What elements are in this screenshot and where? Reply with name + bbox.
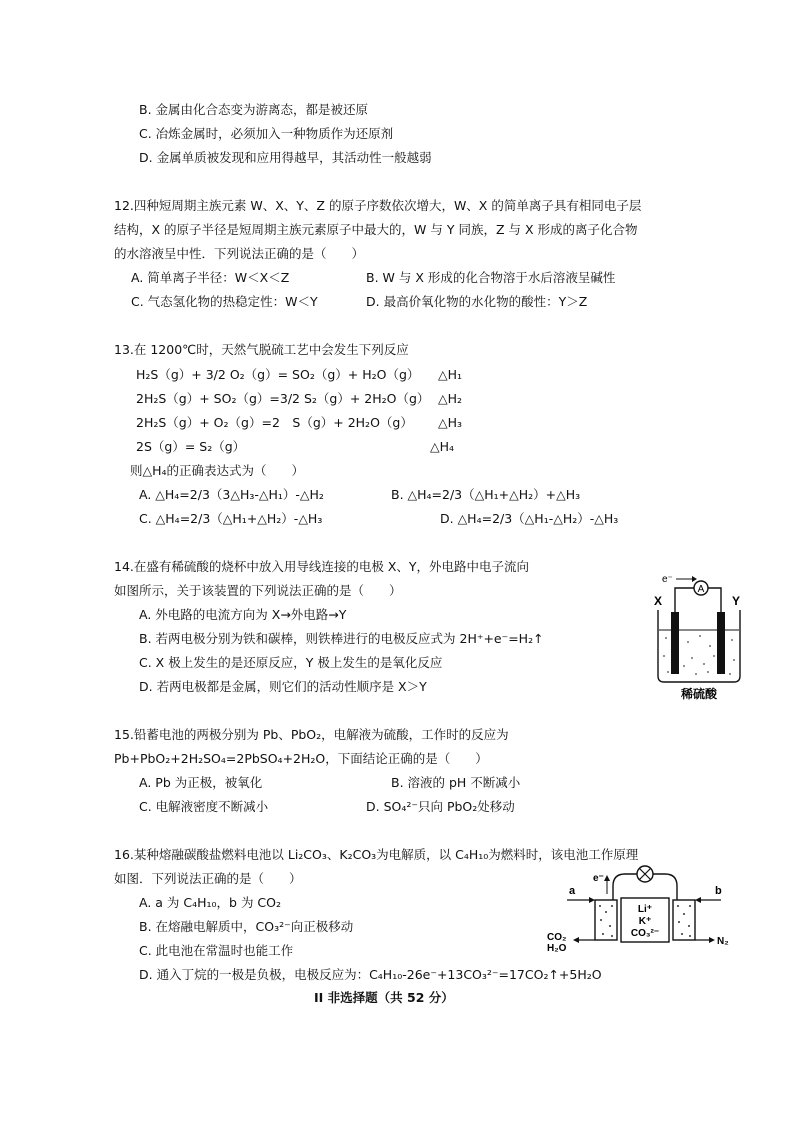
q13-ask: 则△H₄的正确表达式为（ ） xyxy=(130,463,305,478)
q15-stem-2: Pb+PbO₂+2H₂SO₄=2PbSO₄+2H₂O，下面结论正确的是（ ） xyxy=(114,751,488,766)
q15-option-a: A. Pb 为正极，被氧化 xyxy=(139,775,263,790)
q12-option-d: D. 最高价氧化物的水化物的酸性：Y＞Z xyxy=(366,294,588,309)
q15-stem-1: 15.铅蓄电池的两极分别为 Pb、PbO₂，电解液为硫酸，工作时的反应为 xyxy=(114,727,509,742)
q13-option-c: C. △H₄=2/3（△H₁+△H₂）-△H₃ xyxy=(139,511,323,526)
q13-dh1: △H₁ xyxy=(438,367,463,382)
q12-option-c: C. 气态氢化物的热稳定性：W＜Y xyxy=(131,294,318,309)
q13-stem: 13.在 1200℃时，天然气脱硫工艺中会发生下列反应 xyxy=(114,342,409,357)
q16-option-d: D. 通入丁烷的一极是负极，电极反应为：C₄H₁₀-26e⁻+13CO₃²⁻=17CO₂↑+5H₂O xyxy=(139,967,602,982)
q15-option-b: B. 溶液的 pH 不断减小 xyxy=(391,775,521,790)
q13-dh3: △H₃ xyxy=(438,415,463,430)
q13-reaction-2: 2H₂S（g）+ SO₂（g）=3/2 S₂（g）+ 2H₂O（g） xyxy=(136,391,430,406)
q12-stem-3: 的水溶液呈中性．下列说法正确的是（ ） xyxy=(114,246,365,261)
n2-outlet-label: N₂ xyxy=(717,936,729,947)
beaker xyxy=(658,610,740,682)
electron-label: e⁻ xyxy=(593,873,604,884)
inlet-b-label: b xyxy=(715,885,722,897)
q12-stem-1: 12.四种短周期主族元素 W、X、Y、Z 的原子序数依次增大，W、X 的简单离子具有相同电子层 xyxy=(114,198,642,213)
k-ion-label: K⁺ xyxy=(638,916,652,927)
q16-stem-2: 如图．下列说法正确的是（ ） xyxy=(114,871,302,886)
inlet-a-label: a xyxy=(569,885,576,897)
q13-dh4: △H₄ xyxy=(430,439,455,454)
q16-option-c: C. 此电池在常温时也能工作 xyxy=(139,943,294,958)
q15-option-c: C. 电解液密度不断减小 xyxy=(139,799,269,814)
q12-option-a: A. 简单离子半径：W＜X＜Z xyxy=(131,270,290,285)
q13-reaction-1: H₂S（g）+ 3/2 O₂（g）= SO₂（g）+ H₂O（g） xyxy=(136,367,420,382)
q14-electrolysis-figure xyxy=(648,572,758,702)
carbonate-ion-label: CO₃²⁻ xyxy=(630,928,660,939)
electron-label: e⁻ xyxy=(662,574,673,585)
q11-option-d: D. 金属单质被发现和应用得越早，其活动性一般越弱 xyxy=(139,150,432,165)
q12-stem-2: 结构，X 的原子半径是短周期主族元素原子中最大的，W 与 Y 同族，Z 与 X 形成的离子化合物 xyxy=(114,222,638,237)
q13-reaction-4: 2S（g）= S₂（g） xyxy=(136,439,246,454)
q14-stem-2: 如图所示，关于该装置的下列说法正确的是（ ） xyxy=(114,583,402,598)
q14-stem-1: 14.在盛有稀硫酸的烧杯中放入用导线连接的电极 X、Y，外电路中电子流向 xyxy=(114,559,530,574)
q13-option-b: B. △H₄=2/3（△H₁+△H₂）+△H₃ xyxy=(391,487,581,502)
q13-option-d: D. △H₄=2/3（△H₁-△H₂）-△H₃ xyxy=(440,511,619,526)
electrode-y xyxy=(717,612,725,674)
q13-dh2: △H₂ xyxy=(438,391,463,406)
electrode-y-label: Y xyxy=(732,594,741,608)
q13-reaction-3: 2H₂S（g）+ O₂（g）=2 S（g）+ 2H₂O（g） xyxy=(136,415,413,430)
q12-option-b: B. W 与 X 形成的化合物溶于水后溶液呈碱性 xyxy=(366,270,616,285)
li-ion-label: Li⁺ xyxy=(637,904,653,915)
q16-option-b: B. 在熔融电解质中，CO₃²⁻向正极移动 xyxy=(139,919,354,934)
h2o-outlet-label: H₂O xyxy=(547,943,567,952)
q14-option-d: D. 若两电极都是金属，则它们的活动性顺序是 X＞Y xyxy=(139,679,427,694)
q16-fuel-cell-figure xyxy=(545,860,735,952)
q11-option-b: B. 金属由化合态变为游离态，都是被还原 xyxy=(139,102,369,117)
cathode xyxy=(673,900,695,940)
dilute-sulfuric-acid-label: 稀硫酸 xyxy=(680,687,718,701)
q11-option-c: C. 冶炼金属时，必须加入一种物质作为还原剂 xyxy=(139,126,394,141)
q14-option-a: A. 外电路的电流方向为 X→外电路→Y xyxy=(139,607,347,622)
q16-option-a: A. a 为 C₄H₁₀，b 为 CO₂ xyxy=(139,895,282,910)
q13-option-a: A. △H₄=2/3（3△H₃-△H₁）-△H₂ xyxy=(139,487,324,502)
electrode-x xyxy=(671,612,679,674)
section-heading: II 非选择题（共 52 分） xyxy=(314,990,454,1005)
anode xyxy=(595,900,617,940)
q14-option-c: C. X 极上发生的是还原反应，Y 极上发生的是氧化反应 xyxy=(139,655,443,670)
ammeter-label: A xyxy=(697,584,705,595)
co2-outlet-label: CO₂ xyxy=(547,932,567,943)
q16-stem-1: 16.某种熔融碳酸盐燃料电池以 Li₂CO₃、K₂CO₃为电解质，以 C₄H₁₀为燃料时，该电池工作原理 xyxy=(114,847,639,862)
q15-option-d: D. SO₄²⁻只向 PbO₂处移动 xyxy=(366,799,515,814)
electrode-x-label: X xyxy=(654,594,663,608)
q14-option-b: B. 若两电极分别为铁和碳棒，则铁棒进行的电极反应式为 2H⁺+e⁻=H₂↑ xyxy=(139,631,544,646)
